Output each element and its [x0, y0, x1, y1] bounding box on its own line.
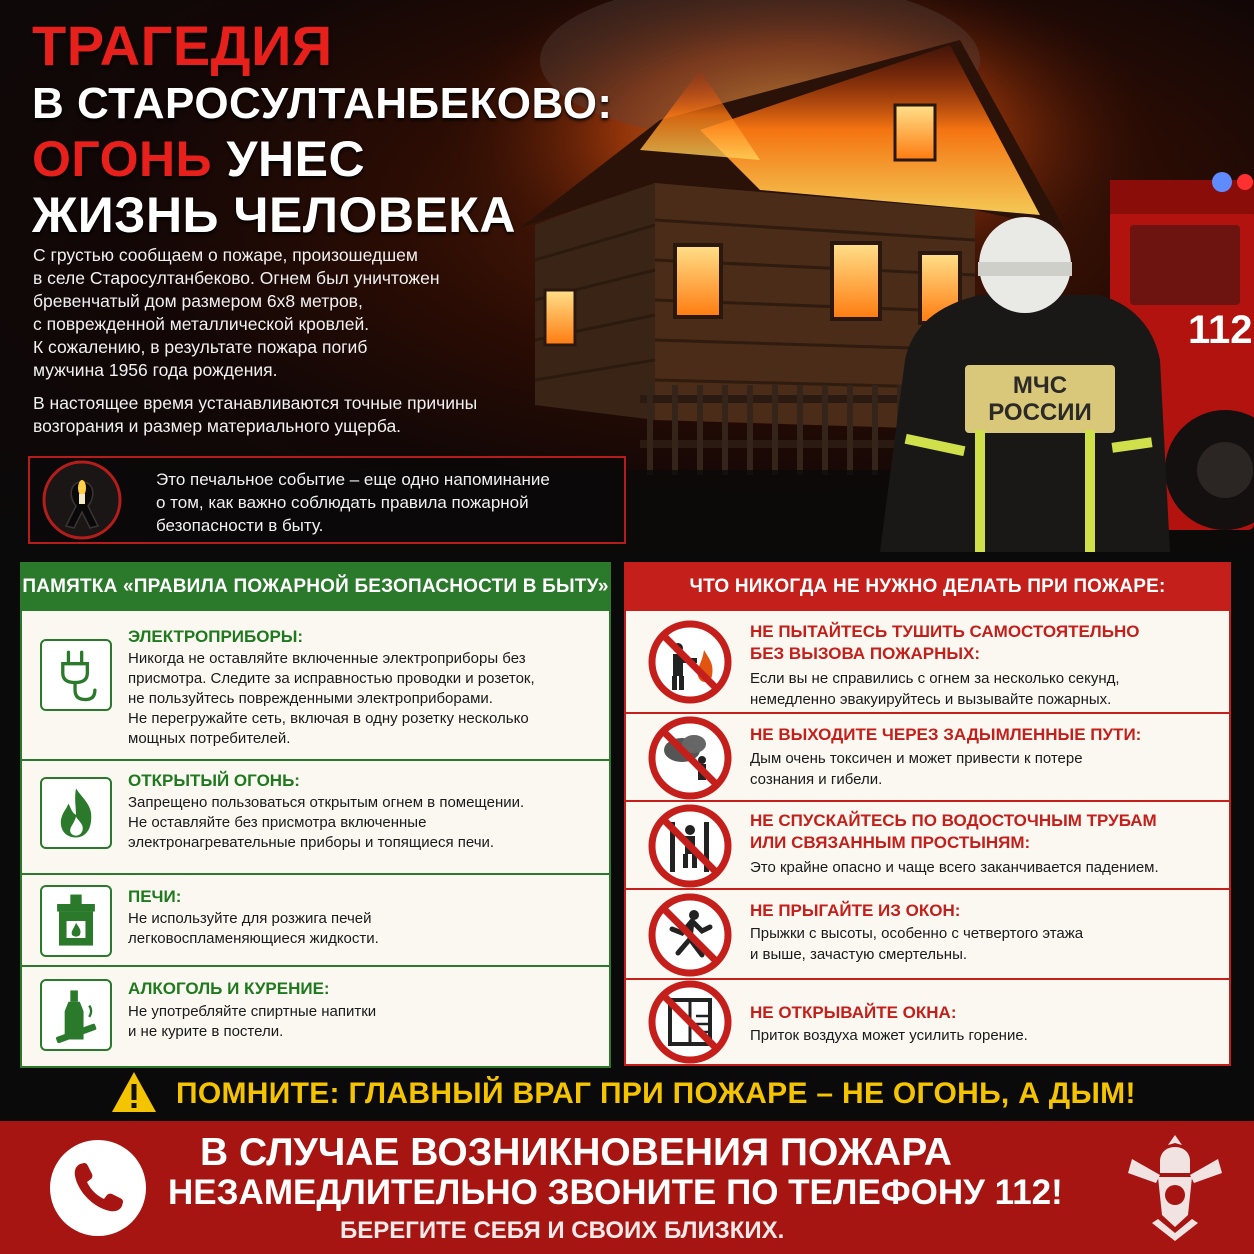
list-item [626, 609, 1229, 712]
mchs-emblem-icon [1122, 1129, 1228, 1247]
rule-line: Прыжки с высоты, особенно с четвертого этажа [750, 925, 1084, 942]
rule-title-line: БЕЗ ВЫЗОВА ПОЖАРНЫХ: [750, 644, 981, 663]
rule-line: Не перегружайте сеть, включая в одну розетку несколько [128, 710, 529, 727]
mourning-ribbon-candle-icon [32, 460, 132, 540]
rule-title-line: НЕ ВЫХОДИТЕ ЧЕРЕЗ ЗАДЫМЛЕННЫЕ ПУТИ: [750, 725, 1142, 744]
rule-title-line: НЕ СПУСКАЙТЕСЬ ПО ВОДОСТОЧНЫМ ТРУБАМ [750, 811, 1157, 830]
rule-line: не пользуйтесь поврежденными электроприборами. [128, 690, 493, 707]
phone-icon [50, 1140, 146, 1236]
rule-line: электронагревательные приборы и топящиеся печи. [128, 834, 495, 851]
rule-line: мощных потребителей. [128, 730, 291, 747]
rule-text [128, 1002, 598, 1042]
rule-title [750, 900, 1220, 922]
vest-label-line2: РОССИИ [988, 399, 1092, 426]
rule-text [750, 1025, 1220, 1046]
list-item [22, 965, 609, 1066]
safety-rules-header: ПАМЯТКА «ПРАВИЛА ПОЖАРНОЙ БЕЗОПАСНОСТИ В БЫТУ» [22, 564, 609, 609]
list-item [626, 712, 1229, 800]
rule-text [750, 923, 1220, 965]
emergency-call-footer [0, 1121, 1254, 1254]
truck-number: 112 [1188, 308, 1253, 352]
rule-line: Запрещено пользоваться открытым огнем в помещении. [128, 794, 525, 811]
headline-line3-red: ОГОНЬ [32, 131, 213, 187]
notice-text [156, 468, 616, 537]
headline-line3-white: УНЕС [212, 131, 366, 187]
rule-title [750, 810, 1220, 854]
hero-section [0, 0, 1254, 552]
headline-line2: В СТАРОСУЛТАНБЕКОВО: [32, 79, 613, 128]
notice-line: о том, как важно соблюдать правила пожарной [156, 493, 529, 512]
vest-label-line1: МЧС [1012, 372, 1068, 399]
headline-line3 [32, 131, 613, 187]
notice-line: Это печальное событие – еще одно напоминание [156, 470, 550, 489]
intro-line: В настоящее время устанавливаются точные причины [33, 393, 478, 413]
warning-text: ПОМНИТЕ: ГЛАВНЫЙ ВРАГ ПРИ ПОЖАРЕ – НЕ ОГОНЬ, А ДЫМ! [176, 1077, 1136, 1110]
intro-line: бревенчатый дом размером 6х8 метров, [33, 291, 363, 311]
rule-title-line: НЕ ПЫТАЙТЕСЬ ТУШИТЬ САМОСТОЯТЕЛЬНО [750, 622, 1140, 641]
rule-line: Дым очень токсичен и может привести к потере [750, 750, 1083, 767]
intro-line: К сожалению, в результате пожара погиб [33, 337, 368, 357]
rule-line: Никогда не оставляйте включенные электроприборы без [128, 650, 526, 667]
list-item [22, 873, 609, 965]
list-item [626, 888, 1229, 978]
intro-paragraph-1 [33, 244, 533, 382]
list-item [22, 759, 609, 873]
rule-text [750, 668, 1220, 710]
do-not-panel [624, 562, 1231, 1066]
rule-title-line: НЕ ОТКРЫВАЙТЕ ОКНА: [750, 1003, 957, 1022]
list-item [626, 978, 1229, 1064]
rule-text [128, 793, 598, 853]
no-jump-icon [648, 893, 732, 977]
rule-text [750, 857, 1220, 878]
rule-line: Не оставляйте без присмотра включенные [128, 814, 427, 831]
rule-line: Не употребляйте спиртные напитки [128, 1003, 377, 1020]
stove-icon [40, 885, 112, 957]
no-self-extinguish-icon [648, 620, 732, 704]
headline-line1: ТРАГЕДИЯ [32, 14, 333, 77]
intro-line: мужчина 1956 года рождения. [33, 360, 278, 380]
rule-title: ОТКРЫТЫЙ ОГОНЬ: [128, 771, 300, 790]
rule-line: Если вы не справились с огнем за несколько секунд, [750, 670, 1120, 687]
no-open-window-icon [648, 980, 732, 1064]
rule-line: Не используйте для розжига печей [128, 910, 372, 927]
rule-line: и выше, зачастую смертельны. [750, 946, 968, 963]
rule-text [128, 649, 598, 749]
intro-paragraph-2 [33, 392, 533, 438]
footer-line2: НЕЗАМЕДЛИТЕЛЬНО ЗВОНИТЕ ПО ТЕЛЕФОНУ 112! [168, 1173, 1063, 1212]
rule-title: ПЕЧИ: [128, 887, 182, 906]
rule-title-line: НЕ ПРЫГАЙТЕ ИЗ ОКОН: [750, 901, 961, 920]
list-item [626, 800, 1229, 888]
intro-text [33, 244, 533, 438]
rule-text [750, 748, 1220, 790]
plug-icon [40, 639, 112, 711]
no-smoke-path-icon [648, 716, 732, 800]
warning-icon [110, 1070, 158, 1114]
rule-title [750, 724, 1220, 746]
rule-title: АЛКОГОЛЬ И КУРЕНИЕ: [128, 979, 330, 998]
bottle-cigarette-icon [40, 979, 112, 1051]
list-item [22, 609, 609, 759]
rule-text [128, 909, 598, 949]
intro-line: С грустью сообщаем о пожаре, произошедшем [33, 245, 418, 265]
flame-icon [40, 777, 112, 849]
intro-line: с поврежденной металлической кровлей. [33, 314, 370, 334]
notice-line: безопасности в быту. [156, 516, 324, 535]
no-drainpipe-icon [648, 804, 732, 888]
rule-title [750, 1002, 1220, 1024]
rule-title: ЭЛЕКТРОПРИБОРЫ: [128, 627, 304, 646]
footer-line3: БЕРЕГИТЕ СЕБЯ И СВОИХ БЛИЗКИХ. [340, 1217, 785, 1244]
rule-title [750, 621, 1220, 665]
rule-line: Приток воздуха может усилить горение. [750, 1027, 1028, 1044]
mourning-notice [28, 456, 626, 544]
safety-rules-panel [20, 562, 611, 1068]
headline-line4: ЖИЗНЬ ЧЕЛОВЕКА [32, 187, 516, 243]
rule-line: Это крайне опасно и чаще всего заканчивается падением. [750, 859, 1159, 876]
do-not-header: ЧТО НИКОГДА НЕ НУЖНО ДЕЛАТЬ ПРИ ПОЖАРЕ: [626, 564, 1229, 609]
intro-line: в селе Старосултанбеково. Огнем был уничтожен [33, 268, 440, 288]
intro-line: возгорания и размер материального ущерба. [33, 416, 402, 436]
rule-line: немедленно эвакуируйтесь и вызывайте пожарных. [750, 691, 1112, 708]
rule-title-line: ИЛИ СВЯЗАННЫМ ПРОСТЫНЯМ: [750, 833, 1031, 852]
rule-line: и не курите в постели. [128, 1023, 284, 1040]
rule-line: легковоспламеняющиеся жидкости. [128, 930, 379, 947]
headline [32, 14, 613, 243]
smoke-warning-banner [0, 1068, 1254, 1120]
rule-line: сознания и гибели. [750, 771, 883, 788]
rule-line: присмотра. Следите за исправностью проводки и розеток, [128, 670, 535, 687]
footer-line1: В СЛУЧАЕ ВОЗНИКНОВЕНИЯ ПОЖАРА [200, 1131, 952, 1174]
